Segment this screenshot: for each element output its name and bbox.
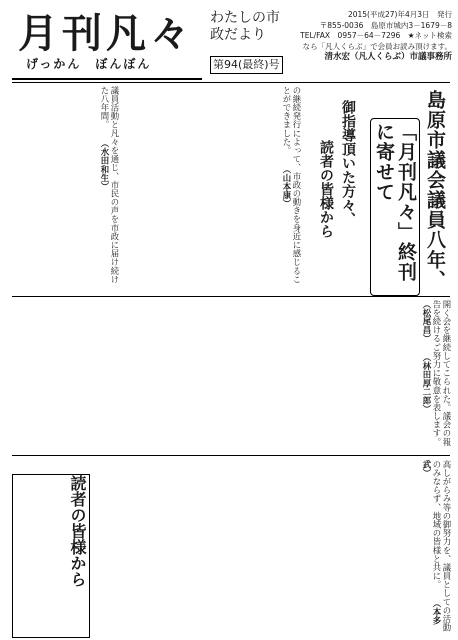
article-text: 高しがらみ等の御努力を、議員としての活動のみならず、地域の皆様と共に。 xyxy=(432,460,452,632)
publish-date: 2015(平成27)年4月3日 発行 xyxy=(347,10,452,19)
row-divider xyxy=(12,296,450,297)
article-column-a xyxy=(12,86,120,292)
postal-address: 〒855-0036 島原市城内3－1679－8 xyxy=(319,20,452,30)
issue-number: 第94(最終)号 xyxy=(210,56,283,74)
search-hint: なら「凡人くらぶ」で会員お読み頂けます。 xyxy=(302,41,452,51)
byline: （林田厚二郎） xyxy=(422,353,432,414)
article-column-b xyxy=(122,86,302,292)
byline: （水田和生） xyxy=(100,139,110,191)
newsletter-page xyxy=(6,4,452,636)
newsletter-logo: 月刊凡々 xyxy=(18,11,194,57)
headline-line-1: 島原市議会議員八年、 xyxy=(424,90,446,290)
headline-line-4: 読者の皆様から xyxy=(318,140,334,238)
byline: （山本康） xyxy=(282,164,292,208)
byline: （本多武） xyxy=(422,460,442,625)
imprint-block xyxy=(288,10,452,63)
reader-box-title: 読者の皆様から xyxy=(68,475,87,587)
newsletter-tagline: わたしの市政だより xyxy=(210,10,280,43)
masthead-logo-box xyxy=(12,10,202,80)
byline: （松尾昌） xyxy=(422,300,432,343)
article-text: の継続発行によって、市政の動きを身近に感じることができました。 xyxy=(282,86,302,284)
headline-line-2: 「月刊凡々」終刊に寄せて xyxy=(370,118,420,296)
article-column-c xyxy=(12,300,452,450)
headline-panel xyxy=(306,84,452,296)
reader-voices-box xyxy=(12,474,90,638)
headline-line-3: 御指導頂いた方々、 xyxy=(340,100,356,226)
tel-fax: TEL/FAX 0957－64－7296 ★ネット検索 xyxy=(300,31,452,40)
article-text: 開く会を継続してこられた。議会の報告を続けるご努力に敬意を表します。 xyxy=(432,300,452,447)
office-name: 清水宏（凡人くらぶ）市議事務所 xyxy=(324,52,452,62)
row-divider xyxy=(12,455,450,456)
logo-reading: げっかん ぼんぼん xyxy=(26,57,152,71)
masthead-divider xyxy=(12,82,450,83)
article-text: 議員活動と凡々を通じ、市民の声を市政に届け続けた八年間。 xyxy=(100,86,120,284)
